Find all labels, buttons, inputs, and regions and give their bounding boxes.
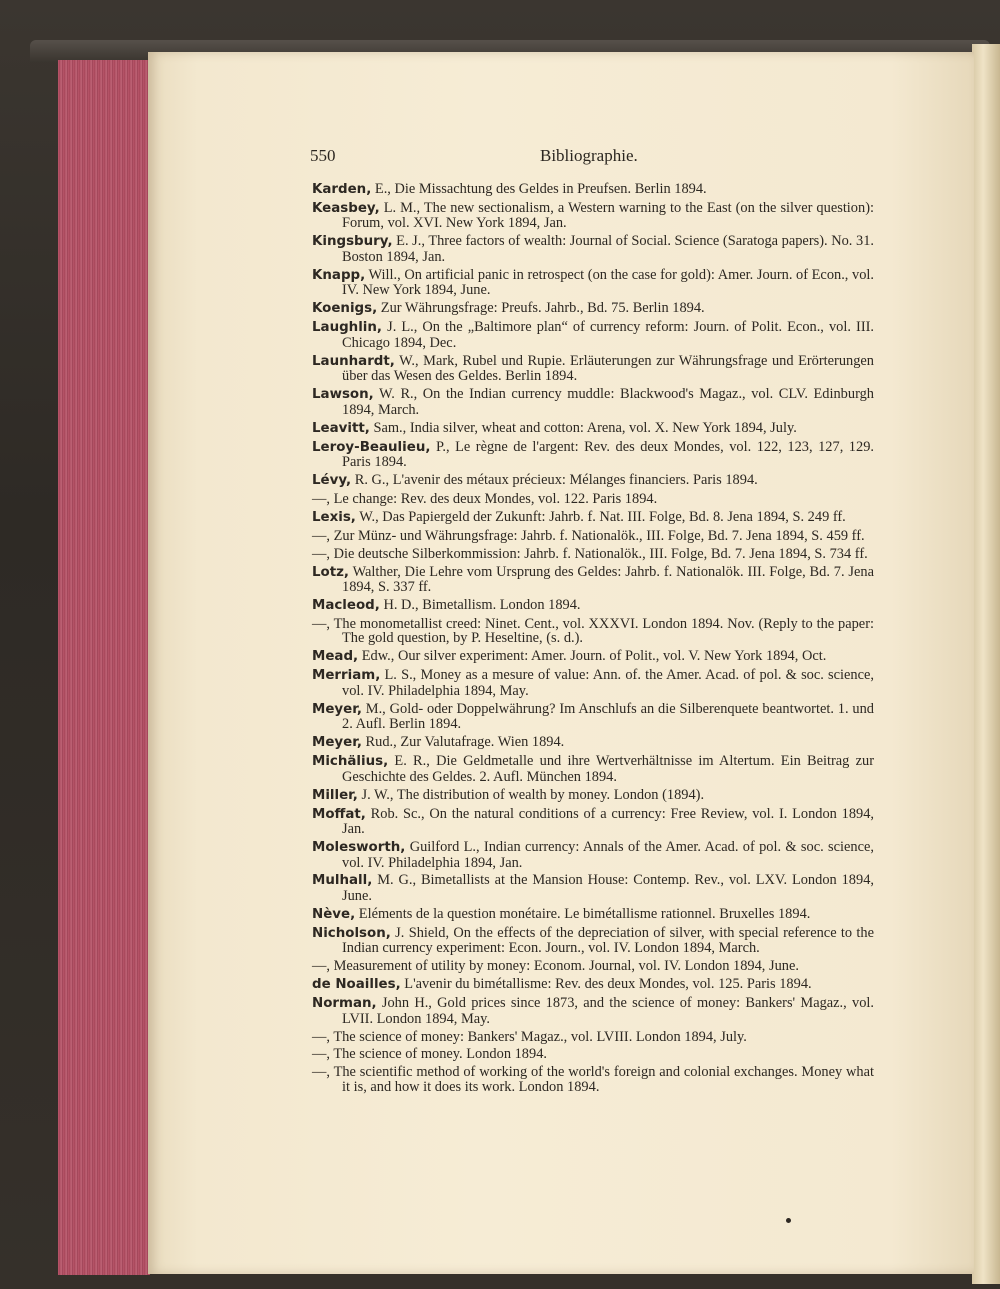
entry-author: Lotz, xyxy=(312,564,350,580)
bibliography-entry xyxy=(312,440,874,470)
bibliography-entry xyxy=(312,268,874,298)
entry-author: Meyer, xyxy=(312,701,362,717)
entry-text: W., Das Papiergeld der Zukunft: Jahrb. f. Nat. III. Folge, Bd. 8. Jena 1894, S. 249 ff. xyxy=(355,508,846,525)
bibliography-entry xyxy=(312,510,874,526)
bibliography-entry xyxy=(312,754,874,784)
entry-text: L'avenir du bimétallisme: Rev. des deux Mondes, vol. 125. Paris 1894. xyxy=(400,976,812,993)
entry-text: M., Gold- oder Doppelwährung? Im Anschlufs an die Silberenquete beantwortet. 1. und 2. Aufl. Berlin 1894. xyxy=(342,700,874,733)
entry-author: Mulhall, xyxy=(312,873,373,889)
entry-text: —, Die deutsche Silberkommission: Jahrb. f. Nationalök., III. Folge, Bd. 7. Jena 1894, S. 734 ff. xyxy=(312,545,868,562)
bibliography-entry xyxy=(312,788,874,804)
facing-page-edge xyxy=(972,44,1000,1284)
entry-author: Lawson, xyxy=(312,387,374,403)
bibliography-entry xyxy=(312,735,874,751)
bibliography-entry xyxy=(312,907,874,923)
bibliography-entry xyxy=(312,301,874,317)
entry-text: Zur Währungsfrage: Preufs. Jahrb., Bd. 75. Berlin 1894. xyxy=(377,300,705,317)
bibliography-entry xyxy=(312,1030,874,1045)
entry-text: M. G., Bimetallists at the Mansion House: Contemp. Rev., vol. LXV. London 1894, June. xyxy=(342,872,874,905)
bibliography-entry xyxy=(312,565,874,595)
entry-author: Molesworth, xyxy=(312,839,406,855)
entry-text: —, The scientific method of working of the world's foreign and colonial exchanges. Money what it is, and how it does its work. London 1894. xyxy=(312,1064,874,1095)
entry-author: Nève, xyxy=(312,906,356,922)
page-header xyxy=(310,146,870,170)
entry-text: P., Le règne de l'argent: Rev. des deux Mondes, vol. 122, 123, 127, 129. Paris 1894. xyxy=(342,438,874,471)
entry-author: Merriam, xyxy=(312,668,381,684)
bibliography-entry xyxy=(312,547,874,562)
bibliography-entry xyxy=(312,1065,874,1094)
bibliography-entry xyxy=(312,807,874,837)
entry-author: Karden, xyxy=(312,182,372,197)
bibliography-entry xyxy=(312,959,874,974)
bibliography-entry xyxy=(312,598,874,614)
entry-text: —, The science of money: Bankers' Magaz., vol. LVIII. London 1894, July. xyxy=(312,1028,747,1045)
entry-author: Leavitt, xyxy=(312,420,370,436)
bibliography-entry xyxy=(312,702,874,732)
page-leaf-edges xyxy=(58,60,150,1275)
entry-author: Michälius, xyxy=(312,754,389,770)
entry-text: —, The science of money. London 1894. xyxy=(312,1046,547,1063)
bibliography-entry xyxy=(312,926,874,956)
entry-text: Edw., Our silver experiment: Amer. Journ. of Polit., vol. V. New York 1894, Oct. xyxy=(358,648,827,665)
entry-text: Sam., India silver, wheat and cotton: Arena, vol. X. New York 1894, July. xyxy=(369,419,797,436)
entry-author: Lexis, xyxy=(312,509,356,525)
entry-author: Macleod, xyxy=(312,598,380,613)
entry-author: Laughlin, xyxy=(312,320,383,336)
bibliography-entry xyxy=(312,234,874,264)
bibliography-entry xyxy=(312,473,874,489)
bibliography-entry xyxy=(312,354,874,384)
entry-text: W., Mark, Rubel und Rupie. Erläuterungen zur Währungsfrage und Erörterungen über das Wesen des Geldes. Berlin 1894. xyxy=(342,352,874,385)
bibliography-entry xyxy=(312,529,874,544)
bibliography-entry xyxy=(312,492,874,507)
entry-text: John H., Gold prices since 1873, and the science of money: Bankers' Magaz., vol. LVII. London 1894, May. xyxy=(342,995,874,1027)
bibliography-entry xyxy=(312,649,874,665)
entry-text: H. D., Bimetallism. London 1894. xyxy=(379,597,581,613)
entry-text: L. S., Money as a mesure of value: Ann. of. the Amer. Acad. of pol. & soc. science, vol. IV. Philadelphia 1894, May. xyxy=(342,667,874,699)
entry-text: E., Die Missachtung des Geldes in Preufsen. Berlin 1894. xyxy=(371,181,707,197)
entry-text: Walther, Die Lehre vom Ursprung des Geldes: Jahrb. f. Nationalök. III. Folge, Bd. 7. Jena 1894, S. 337 ff. xyxy=(342,563,874,596)
bibliography-entry xyxy=(312,977,874,993)
entry-text: J. Shield, On the effects of the depreciation of silver, with special reference to the Indian currency experiment: Econ. Journ., vol. IV. London 1894, March. xyxy=(342,924,874,957)
entry-text: L. M., The new sectionalism, a Western warning to the East (on the silver question): Forum, vol. XVI. New York 1894, Jan. xyxy=(342,199,874,232)
entry-text: —, Measurement of utility by money: Econom. Journal, vol. IV. London 1894, June. xyxy=(312,958,799,975)
bibliography-entry xyxy=(312,320,874,350)
entry-author: Launhardt, xyxy=(312,353,395,369)
bibliography-entry xyxy=(312,387,874,417)
entry-author: Norman, xyxy=(312,996,377,1012)
entry-text: Will., On artificial panic in retrospect (on the case for gold): Amer. Journ. of Econ., vol. IV. New York 1894, June. xyxy=(342,266,874,299)
entry-text: W. R., On the Indian currency muddle: Blackwood's Magaz., vol. CLV. Edinburgh 1894, March. xyxy=(342,386,874,418)
bibliography-entry xyxy=(312,873,874,903)
entry-text: Rob. Sc., On the natural conditions of a currency: Free Review, vol. I. London 1894, Jan. xyxy=(342,805,874,838)
entry-author: Meyer, xyxy=(312,735,362,751)
ink-dot xyxy=(786,1218,791,1223)
entry-text: Eléments de la question monétaire. Le bimétallisme rationnel. Bruxelles 1894. xyxy=(355,905,811,922)
entry-author: Knapp, xyxy=(312,267,366,283)
entry-text: —, Le change: Rev. des deux Mondes, vol. 122. Paris 1894. xyxy=(312,490,658,507)
bibliography-entry xyxy=(312,201,874,231)
bibliography-entry xyxy=(312,668,874,698)
entry-author: Moffat, xyxy=(312,806,366,822)
entry-text: E. R., Die Geldmetalle und ihre Wertverhältnisse im Altertum. Ein Beitrag zur Geschichte des Geldes. 2. Aufl. München 1894. xyxy=(342,753,874,785)
entry-author: Lévy, xyxy=(312,473,352,489)
entry-text: E. J., Three factors of wealth: Journal of Social. Science (Saratoga papers). No. 31. Boston 1894, Jan. xyxy=(342,233,874,265)
entry-text: J. W., The distribution of wealth by money. London (1894). xyxy=(357,786,705,803)
entry-author: Kingsbury, xyxy=(312,234,393,250)
bibliography-entry xyxy=(312,421,874,437)
running-title: Bibliographie. xyxy=(540,146,638,165)
entry-author: Keasbey, xyxy=(312,200,380,216)
entry-author: Leroy-Beaulieu, xyxy=(312,439,431,455)
entry-text: Guilford L., Indian currency: Annals of the Amer. Acad. of pol. & soc. science, vol. IV. Philadelphia 1894, Jan. xyxy=(342,838,874,871)
bibliography-entry xyxy=(312,1047,874,1062)
entry-author: Nicholson, xyxy=(312,925,391,941)
entry-author: Mead, xyxy=(312,649,359,665)
bibliography-entry xyxy=(312,840,874,870)
bibliography-entry xyxy=(312,996,874,1026)
bibliography-entry xyxy=(312,617,874,646)
entry-author: de Noailles, xyxy=(312,977,401,993)
entry-author: Miller, xyxy=(312,787,358,803)
entry-text: —, Zur Münz- und Währungsfrage: Jahrb. f. Nationalök., III. Folge, Bd. 7. Jena 1894, S. 459 ff. xyxy=(312,527,865,544)
entry-text: J. L., On the „Baltimore plan“ of currency reform: Journ. of Polit. Econ., vol. III. Chicago 1894, Dec. xyxy=(342,319,874,351)
page-number: 550 xyxy=(310,146,336,165)
entry-text: —, The monometallist creed: Ninet. Cent., vol. XXXVI. London 1894. Nov. (Reply to the paper: The gold question, by P. Heseltine, (s. d.). xyxy=(312,615,874,647)
bibliography-entry xyxy=(312,182,874,198)
bibliography-list xyxy=(312,182,874,1098)
entry-text: Rud., Zur Valutafrage. Wien 1894. xyxy=(361,734,565,751)
entry-author: Koenigs, xyxy=(312,301,378,317)
entry-text: R. G., L'avenir des métaux précieux: Mélanges financiers. Paris 1894. xyxy=(351,472,758,489)
